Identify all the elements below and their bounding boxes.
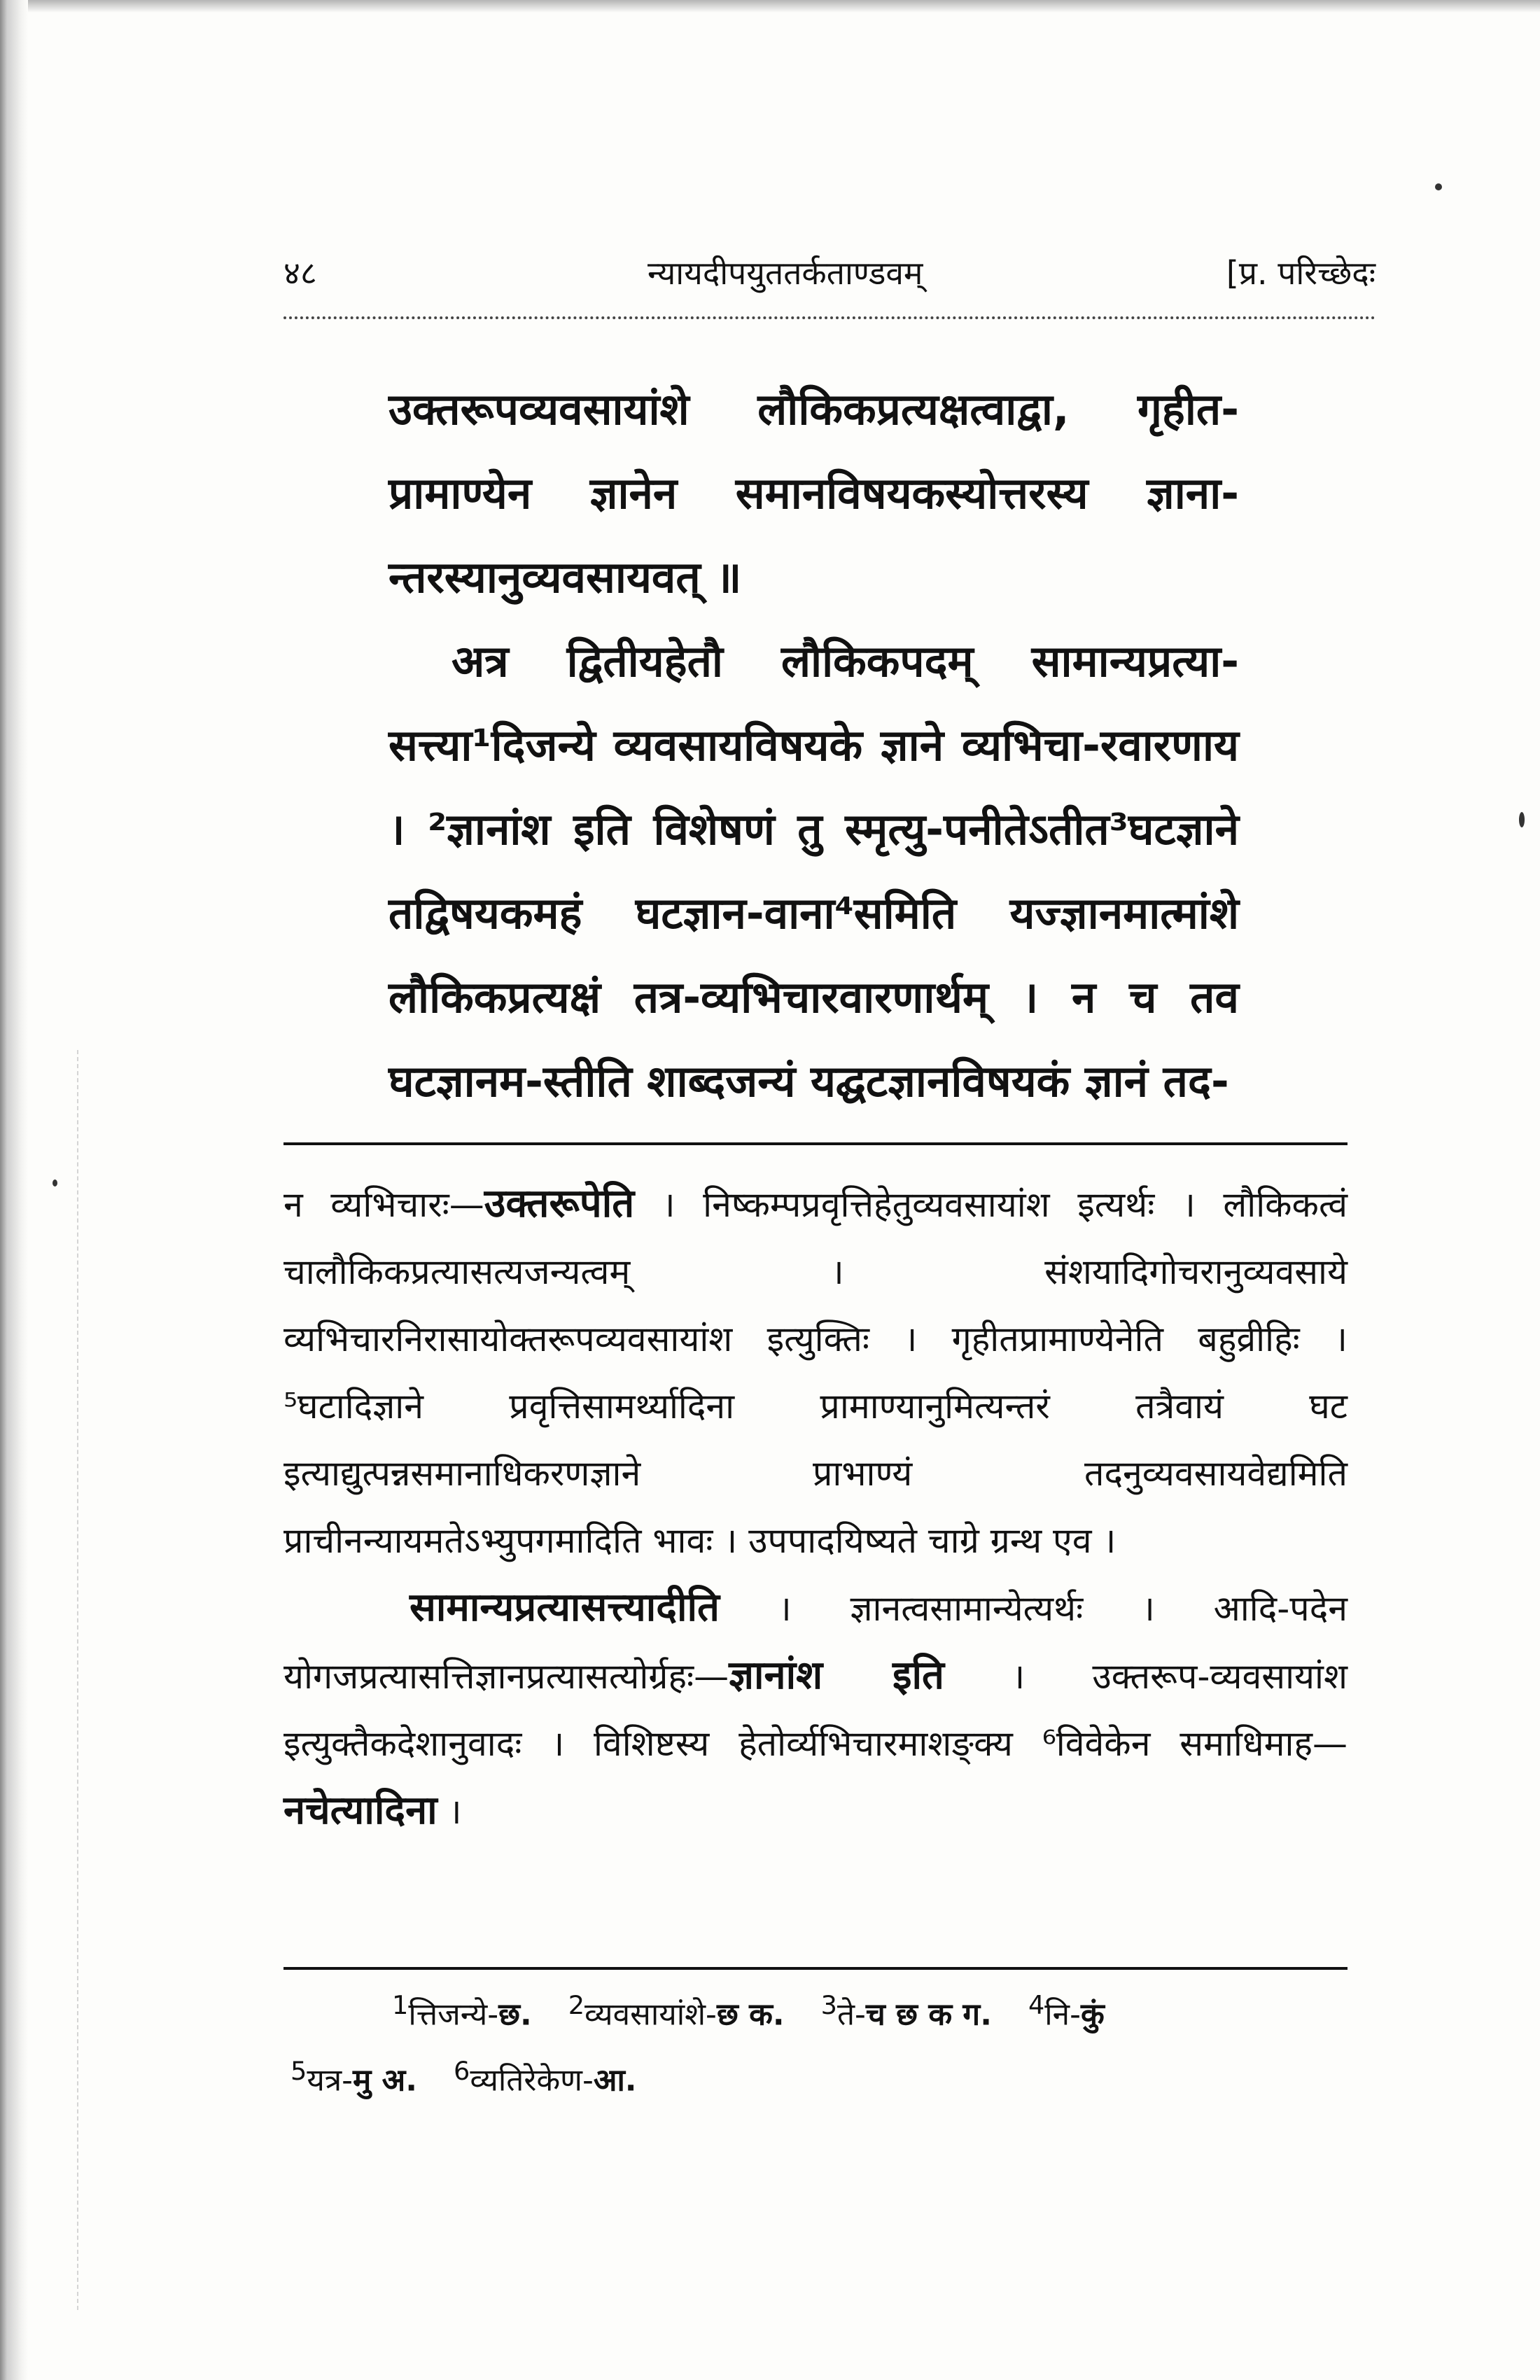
commentary-p1-keyword: उक्तरूपेति: [484, 1181, 635, 1226]
commentary-p2-end: ।: [437, 1791, 462, 1832]
running-head: [284, 248, 1376, 298]
commentary-rule: [284, 1142, 1348, 1145]
torn-margin: [28, 1050, 78, 2310]
scan-speck: [1519, 812, 1525, 827]
scan-left-edge: [0, 0, 28, 2380]
running-title: न्यायदीपयुततर्कताण्डवम्: [648, 254, 923, 292]
scan-top-edge: [0, 0, 1540, 13]
footnote-item: $^6$व्यतिरेकेण-आ.: [453, 2055, 637, 2099]
commentary-p2-text: । ज्ञानत्वसामान्येत्यर्थः । आदि-पदेन योगजप्रत्यासत्तिज्ञानप्रत्यासत्योर्ग्रहः—: [284, 1588, 1348, 1697]
page-number: ४८: [284, 254, 317, 292]
footnote-item: $^2$व्यवसायांशे-छ क.: [568, 1990, 785, 2033]
footnotes: [290, 1977, 1358, 2108]
commentary-paragraph-1: [284, 1170, 1348, 1574]
commentary-p2-text-2: । उक्तरूप-व्यवसायांश इत्युक्तैकदेशानुवादः । विशिष्टस्य हेतोर्व्यभिचारमाशङ्क्य ⁶विवेकेन समाधिमाह—: [284, 1656, 1348, 1764]
commentary-p2-keyword-3: नचेत्यादिना: [284, 1788, 438, 1833]
scan-speck: [52, 1180, 57, 1186]
chapter-label: [प्र. परिच्छेदः: [1226, 254, 1376, 292]
main-paragraph-2: अत्र द्वितीयहेतौ लौकिकपदम् सामान्यप्रत्या-सत्त्या¹दिजन्ये व्यवसायविषयके ज्ञाने व्यभिचा-रवारणाय । ²ज्ञानांश इति विशेषणं तु स्मृत्यु-पनीतेऽतीत³घटज्ञाने तद्विषयकमहं घटज्ञान-वाना⁴समिति यज्ज्ञानमात्मांशे लौकिकप्रत्यक्षं तत्र-व्यभिचारवारणार्थम् । न च तव घटज्ञानम-स्तीति शाब्दजन्यं यद्घटज्ञानविषयकं ज्ञानं तद-: [388, 636, 1239, 1107]
commentary-paragraph-2: [284, 1574, 1348, 1845]
footnote-rule: [284, 1967, 1348, 1970]
footnote-item: $^1$त्तिजन्ये-छ.: [392, 1990, 532, 2033]
footnote-item: $^3$ते-च छ क ग.: [820, 1990, 992, 2033]
header-rule: [284, 316, 1376, 319]
main-paragraph-1: उक्तरूपव्यवसायांशे लौकिकप्रत्यक्षत्वाद्वा, गृहीत-प्रामाण्येन ज्ञानेन समानविषयकस्योत्तरस्य ज्ञाना-न्तरस्यानुव्यवसायवत् ॥: [388, 384, 1239, 603]
commentary: [284, 1170, 1348, 1845]
footnote-line-1: [392, 1977, 1358, 2043]
commentary-p2-keyword-2: ज्ञानांश इति: [729, 1653, 944, 1698]
footnote-item: $^5$यत्र-मु अ.: [290, 2055, 417, 2099]
scan-speck: [1435, 183, 1442, 190]
main-text: [388, 368, 1239, 1124]
commentary-p1-lead: न व्यभिचारः—: [284, 1184, 484, 1225]
footnote-line-2: [290, 2043, 1358, 2109]
footnote-item: $^4$नि-कुं: [1028, 1990, 1105, 2033]
commentary-p1-text: । निष्कम्पप्रवृत्तिहेतुव्यवसायांश इत्यर्थः । लौकिकत्वं चालौकिकप्रत्यासत्यजन्यत्वम् । संशयादिगोचरानुव्यवसाये व्यभिचारनिरासायोक्तरूपव्यवसायांश इत्युक्तिः । गृहीतप्रामाण्येनेति बहुव्रीहिः । ⁵घटादिज्ञाने प्रवृत्तिसामर्थ्यादिना प्रामाण्यानुमित्यन्तरं तत्रैवायं घट इत्याद्युत्पन्नसमानाधिकरणज्ञाने प्राभाण्यं तदनुव्यवसायवेद्यमिति प्राचीनन्यायमतेऽभ्युपगमादिति भावः । उपपादयिष्यते चाग्रे ग्रन्थ एव ।: [284, 1184, 1348, 1561]
commentary-p2-keyword: सामान्यप्रत्यासत्त्यादीति: [410, 1585, 720, 1630]
